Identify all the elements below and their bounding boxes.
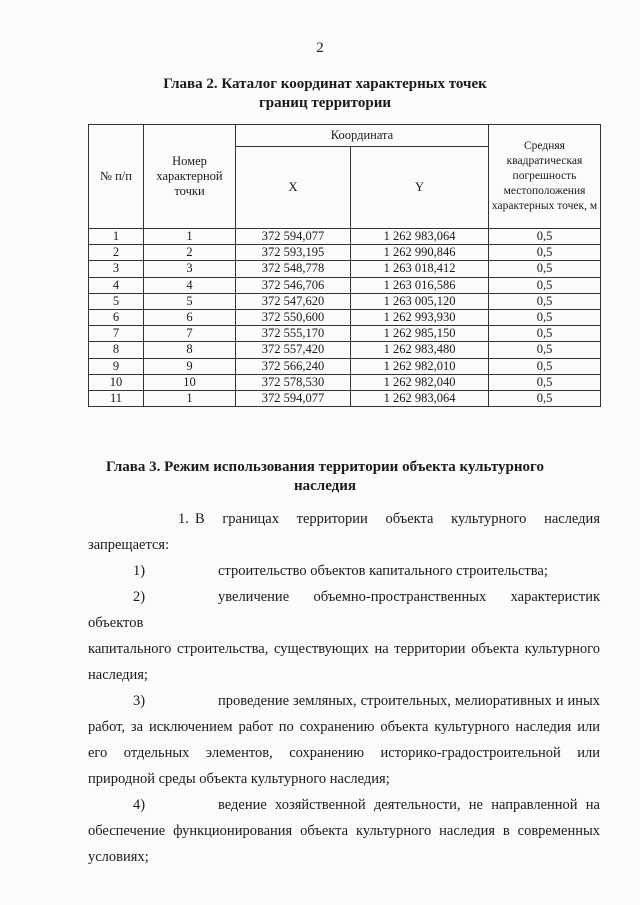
chapter-3-title-line1: Глава 3. Режим использования территории объекта культурного [106, 459, 544, 475]
cell-error: 0,5 [489, 277, 601, 293]
cell-point: 8 [144, 342, 236, 358]
cell-error: 0,5 [489, 309, 601, 325]
cell-x: 372 593,195 [236, 245, 351, 261]
cell-error: 0,5 [489, 261, 601, 277]
header-num: № п/п [89, 125, 144, 229]
chapter-3-title-line2: наследия [293, 478, 357, 494]
subitem-4-rest: обеспечение функционирования объекта культурного наследия в современных условиях; [88, 823, 600, 865]
table-row [89, 390, 601, 406]
subitem-2-first [88, 584, 600, 636]
chapter-2-title-line2: границ территории [259, 95, 391, 111]
cell-num: 2 [89, 245, 144, 261]
cell-y: 1 262 983,480 [351, 342, 489, 358]
cell-point: 7 [144, 326, 236, 342]
cell-y: 1 262 985,150 [351, 326, 489, 342]
page-number: 2 [316, 40, 324, 56]
cell-error: 0,5 [489, 326, 601, 342]
cell-point: 1 [144, 390, 236, 406]
header-coordinate: Координата [236, 125, 489, 147]
cell-num: 1 [89, 229, 144, 245]
cell-point: 10 [144, 374, 236, 390]
cell-num: 7 [89, 326, 144, 342]
cell-y: 1 262 982,010 [351, 358, 489, 374]
cell-y: 1 262 990,846 [351, 245, 489, 261]
cell-num: 9 [89, 358, 144, 374]
subitem-4-number: 4) [133, 797, 146, 813]
chapter-3-title [80, 458, 570, 496]
cell-x: 372 550,600 [236, 309, 351, 325]
coordinates-table [88, 124, 601, 407]
subitem-4-text-first: ведение хозяйственной деятельности, не направленной на [218, 797, 600, 813]
cell-x: 372 557,420 [236, 342, 351, 358]
cell-x: 372 594,077 [236, 229, 351, 245]
table-row [89, 261, 601, 277]
chapter-3-body [88, 506, 600, 870]
cell-point: 1 [144, 229, 236, 245]
cell-x: 372 555,170 [236, 326, 351, 342]
subitem-3-number: 3) [133, 693, 146, 709]
cell-x: 372 594,077 [236, 390, 351, 406]
cell-x: 372 546,706 [236, 277, 351, 293]
table-body [89, 229, 601, 407]
table-row [89, 374, 601, 390]
subitem-4-first [88, 792, 600, 818]
cell-num: 10 [89, 374, 144, 390]
table-row [89, 342, 601, 358]
subitem-1 [88, 558, 600, 584]
table-row [89, 309, 601, 325]
subitem-3-rest: работ, за исключением работ по сохранению объекта культурного наследия или его отдельных элементов, сохранению историко-градостроительной или природной среды объекта культурного наследия; [88, 719, 600, 787]
cell-x: 372 578,530 [236, 374, 351, 390]
cell-error: 0,5 [489, 229, 601, 245]
chapter-2-title-line1: Глава 2. Каталог координат характерных точек [163, 76, 487, 92]
table-row [89, 277, 601, 293]
cell-y: 1 263 016,586 [351, 277, 489, 293]
cell-point: 3 [144, 261, 236, 277]
cell-y: 1 262 993,930 [351, 309, 489, 325]
item-1-number: 1. [178, 511, 189, 527]
cell-error: 0,5 [489, 390, 601, 406]
table-row [89, 358, 601, 374]
cell-num: 3 [89, 261, 144, 277]
cell-point: 4 [144, 277, 236, 293]
item-1-line2: запрещается: [88, 537, 170, 553]
cell-num: 11 [89, 390, 144, 406]
subitem-2-text-first: увеличение объемно-пространственных характеристик объектов [88, 589, 600, 631]
cell-error: 0,5 [489, 374, 601, 390]
cell-num: 5 [89, 293, 144, 309]
subitem-3-text-first: проведение земляных, строительных, мелиоративных и иных [218, 693, 600, 709]
table-row [89, 245, 601, 261]
cell-error: 0,5 [489, 358, 601, 374]
cell-x: 372 566,240 [236, 358, 351, 374]
item-1-line1: В границах территории объекта культурного наследия [195, 511, 600, 527]
cell-x: 372 547,620 [236, 293, 351, 309]
subitem-1-text: строительство объектов капитального строительства; [218, 563, 548, 579]
cell-error: 0,5 [489, 342, 601, 358]
cell-num: 8 [89, 342, 144, 358]
subitem-2-number: 2) [133, 589, 146, 605]
table-row [89, 229, 601, 245]
header-x: X [236, 147, 351, 229]
cell-y: 1 263 018,412 [351, 261, 489, 277]
cell-error: 0,5 [489, 293, 601, 309]
subitem-3-first [88, 688, 600, 714]
subitem-1-number: 1) [133, 563, 146, 579]
cell-point: 2 [144, 245, 236, 261]
table-row [89, 293, 601, 309]
cell-error: 0,5 [489, 245, 601, 261]
cell-y: 1 262 983,064 [351, 229, 489, 245]
header-y: Y [351, 147, 489, 229]
chapter-2-title [90, 75, 560, 113]
cell-point: 5 [144, 293, 236, 309]
cell-y: 1 262 982,040 [351, 374, 489, 390]
cell-num: 4 [89, 277, 144, 293]
cell-x: 372 548,778 [236, 261, 351, 277]
subitem-2-rest: капитального строительства, существующих на территории объекта культурного наследия; [88, 641, 600, 683]
cell-y: 1 262 983,064 [351, 390, 489, 406]
table-row [89, 326, 601, 342]
cell-point: 9 [144, 358, 236, 374]
cell-num: 6 [89, 309, 144, 325]
cell-y: 1 263 005,120 [351, 293, 489, 309]
header-error: Средняя квадратическая погрешность местоположения характерных точек, м [489, 125, 601, 229]
header-point: Номер характерной точки [144, 125, 236, 229]
cell-point: 6 [144, 309, 236, 325]
item-1 [88, 506, 600, 532]
